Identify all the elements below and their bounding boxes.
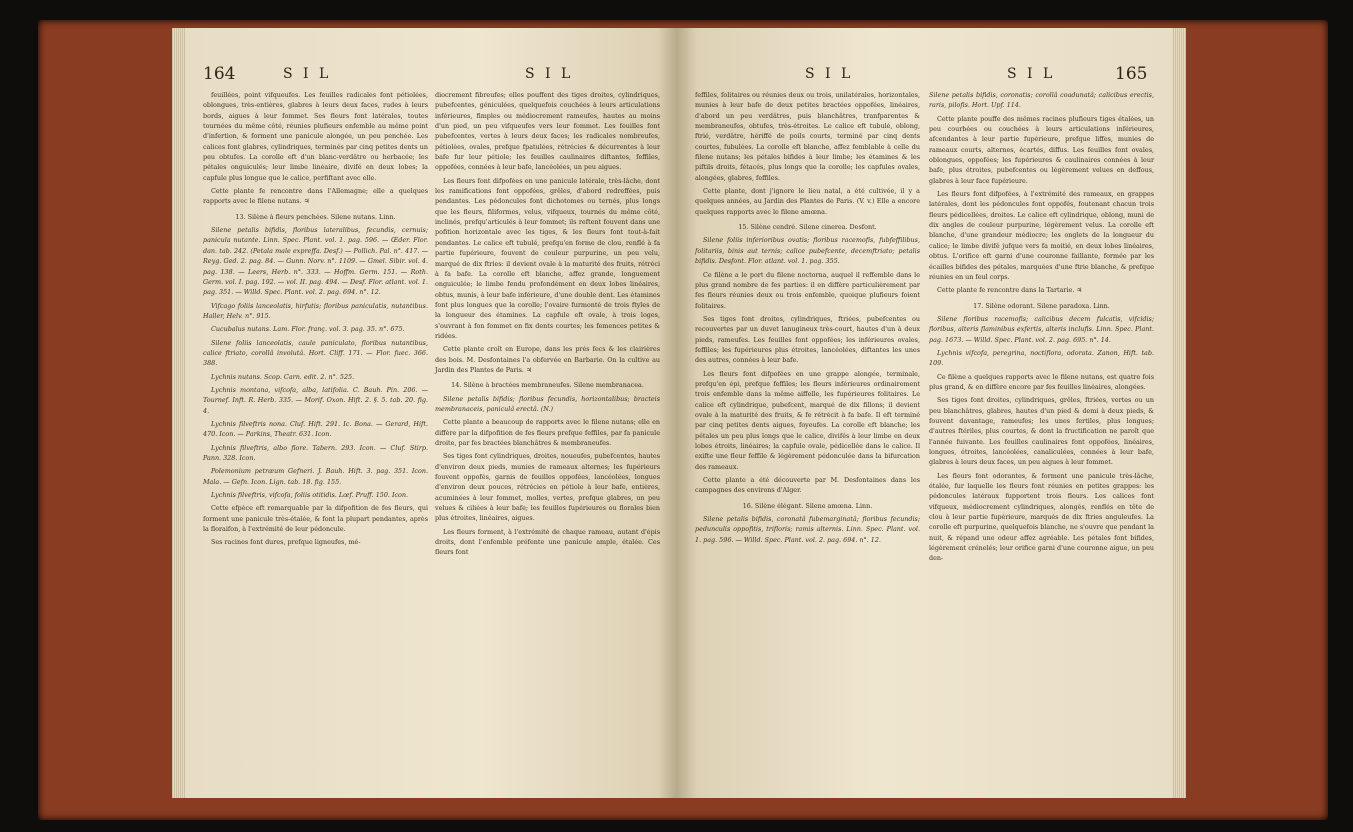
entry-heading: 17. Silène odorant. Silene paradoxa. Linn. [973, 301, 1110, 310]
paragraph: Cette efpèce eft remarquable par la difpofition de fes fleurs, qui forment une panicule très-étalée, & font la plupart pendantes, après la floraifon, à l'extrémité de leur pédoncule. [203, 504, 428, 534]
entry-heading: 15. Silène cendré. Silene cinerea. Desfont. [738, 223, 877, 232]
paragraph: Les fleurs forment, à l'extrémité de chaque rameau, autant d'épis droits, dont l'enfemble préfente une panicule ample, étalée. Ces fleurs font [435, 527, 660, 557]
entry-heading: 16. Silène élégant. Silene amœna. Linn. [742, 501, 873, 510]
entry-heading: 14. Silène à bractées membraneufes. Silene membranacea. [451, 381, 644, 390]
paragraph: diocrement fibreufes; elles pouffent des tiges droites, cylindriques, pubefcentes, géniculées, quelquefois couchées à leurs articulations inférieures, fimples ou médiocrement rameufes, hautes au moins d'un pied, un peu vifqueufes vers leur fommet. Les feuilles font pubefcentes, vertes à leurs deux faces; les radicales nombreufes, pétiolées, ovales, prefque fpatulées, rétrécies & décurrentes à leur bafe fur leur pétiole; les feuilles caulinaires diftantes, feffiles, oppofées, connées à leur bafe, lancéolées, un peu aigues. [435, 91, 660, 172]
citation: Silene petalis bifidis; floribus fecundis, horizontalibus; bracteis membranaceis, paniculâ erectâ. (N.) [435, 394, 660, 413]
paragraph: Cette plante a beaucoup de rapports avec le filene nutans; elle en diffère par la difpofition de fes fleurs prefque feffiles, par fa panicule droite, par fes bractées blanchâtres & membraneufes. [435, 418, 660, 447]
paragraph: Ses tiges font cylindriques, droites, noueufes, pubefcentes, hautes d'environ deux pieds, munies de rameaux alternes; les fupérieurs fouvent oppofés, garnis de feuilles oppofées, lancéolées, longues d'environ deux pouces, rétrécies en pétiole à leur bafe, entières, acuminées à leur fommet, molles, vertes, prefque glabres, un peu velues & ciliées à leur bafe; les feuilles fupérieures ou florales bien plus étroites, linéaires, aigues. [435, 452, 660, 523]
right-page [677, 28, 1172, 798]
paragraph: Les fleurs font difpofées, à l'extrémité des rameaux, en grappes latérales, dont les pédoncules font oppofés, foutenant chacun trois fleurs pédicellées, droites. Le calice eft cylindrique, oblong, muni de dix angles de couleur purpurine, légèrement velus. La corolle eft blanche, d'une grandeur médiocre; les onglets de la longueur du calice; le limbe divifé jufque vers fa moitié, en deux lobes linéaires, obtus. L'orifice eft garni d'une couronne faillante, formée par les écailles bifides des pétales, marquées d'une ftrie blanche, & prefque réunies en un feul corps. [929, 190, 1154, 281]
paragraph: Cette plante, dont j'ignore le lieu natal, a été cultivée, il y a quelques années, au Jardin des Plantes de Paris. (V. v.) Elle a encore quelques rapports avec le filene amœna. [695, 187, 920, 216]
page-number-left: 164 [203, 64, 236, 84]
paragraph: Les fleurs font difpofées en une grappe alongée, terminale, prefqu'en épi, prefque feffiles; les fleurs inférieures ordinairement trois enfemble dans la même aiffelle, les fupérieures folitaires. Le calice eft cylindrique, pubefcent, marqué de dix fillons; il devient ovale à la maturité des fruits, & fe rétrécit à fa bafe. Il eft terminé par cinq petites dents aigues, foyeufes. La corolle eft blanche; les pétales un peu plus longs que le calice, divifés à leur limbe en deux lobes étroits, linéaires; la capfule ovale, pédicellée dans le calice. Il exifte une fleur feffile & légèrement pédonculée dans la bifurcation des rameaux. [695, 369, 920, 471]
paragraph: Cette plante croît en Europe, dans les prés fecs & les clairières des bois. M. Desfontaines l'a obfervée en Barbarie. On la cultive au Jardin des Plantes de Paris. ♃ [435, 345, 660, 374]
citation: Silene foliis inferioribus ovatis; floribus racemofis, fubfeffilibus, folitariis, binis aut ternis; calice pubefcente, decemftriato; petalis bifidis. Desfont. Flor. atlant. vol. 1. pag. 355. [695, 236, 920, 266]
left-page [185, 28, 677, 798]
right-page-column-2 [929, 90, 1154, 567]
paragraph: Ses tiges font droites, cylindriques, grêles, ftriées, vertes ou un peu blanchâtres, glabres, hautes d'un pied & demi à deux pieds, & fouvent davantage, rameufes; les unes fertiles, plus longues; d'autres ftériles, plus courtes, & dont la fructification ne paroît que l'année fuivante. Les feuilles caulinaires font oppofées, linéaires, longues, étroites, lancéolées, canaliculées, connées à leur bafe, glabres à leurs deux faces, un peu aigues à leur fommet. [929, 396, 1154, 467]
paragraph: Cette plante a été découverte par M. Desfontaines dans les campagnes des environs d'Alger. [695, 476, 920, 495]
paragraph: Cette plante fe rencontre dans l'Allemagne; elle a quelques rapports avec le filene nutans. ♃ [203, 187, 428, 206]
right-page-edges [1172, 28, 1186, 798]
paragraph: Ce filène a quelques rapports avec le filene nutans, est quatre fois plus grand, & en diffère encore par fes feuilles linéaires, alongées. [929, 372, 1154, 391]
paragraph: Ses tiges font droites, cylindriques, ftriées, pubefcentes ou recouvertes par un duvet lanugineux très-court, hautes d'un à deux pieds, rameufes. Les feuilles font oppofées; les inférieures ovales, feffiles; les fupérieures plus étroites, lancéolées, diftantes les unes des autres, connées à leur bafe. [695, 314, 920, 365]
citation: Silene petalis bifidis, coronatâ fubemarginatâ; floribus fecundis; pedunculis oppofitis, trifloris; ramis alternis. Linn. Spec. Plant. vol. 1. pag. 596. — Willd. Spec. Plant. vol. 2. pag. 694. n°. 12. [695, 515, 920, 544]
citation: Silene foliis lanceolatis, caule paniculato, floribus nutantibus, calice ftriato, corollâ involutâ. Hort. Cliff. 171. — Flor. fuec. 366. 388. [203, 338, 428, 368]
citation: Lychnis filveftris, vifcofa, foliis otitidis. Lœf. Pruff. 150. Icon. [211, 491, 409, 500]
paragraph: Cette plante fe rencontre dans la Tartarie. ♃ [937, 286, 1083, 295]
citation: Lychnis montana, vifcofa, alba, latifolia. C. Bauh. Pin. 206. — Tournef. Inft. R. Herb. 335. — Morif. Oxon. Hift. 2. §. 5. tab. 20. fig. 4. [203, 385, 428, 415]
page-number-right: 165 [1115, 64, 1148, 84]
left-page-column-2 [435, 90, 660, 561]
left-page-edges [172, 28, 185, 798]
paragraph: Les fleurs font odorantes, & forment une panicule très-lâche, étalée, fur laquelle les fleurs font réunies en petites grappes: les pédoncules latéraux fupportent trois fleurs. Les calices font vifqueux, médiocrement cylindriques, alongés, renflés en tête de clou à leur partie fupérieure, marqués de dix ftries anguleufes. La corolle eft purpurine, quelquefois blanche, ne s'ouvre que pendant la nuit, & répand une odeur affez agréable. Les pétales font bifides, légèrement crénelés; leur orifice garni d'une couronne aigue, un peu den- [929, 471, 1154, 563]
paragraph: Cette plante pouffe des mêmes racines plufieurs tiges étalées, un peu courbées ou couchées à leurs articulations inférieures, afcendantes à leur partie fupérieure, prefque liffes, munies de rameaux courts, alternes, écartés, diffus. Les feuilles font ovales, oblongues, oppofées; les fupérieures & caulinaires connées à leur bafe, plus étroites, pubefcentes ou légèrement velues en deffous, glabres à leur face fupérieure. [929, 114, 1154, 185]
paragraph: Ce filène a le port du filene noctorna, auquel il reffemble dans le plus grand nombre de fes parties: il en diffère particulièrement par fes fleurs réunies deux ou trois enfemble, quoique plufieurs foient folitaires. [695, 270, 920, 310]
running-head-left-2: S I L [525, 66, 574, 82]
paragraph: Les fleurs font difpofées en une panicule latérale, très-lâche, dont les ramifications font oppofées, grêles, d'abord redreffées, puis pendantes. Les pédoncules font dichotomes ou ternés, plus longs que les fleurs, filiformes, velus, vifqueux, tournés du même côté, inclinés, prefqu'articulés à leur fommet; ils reftent fouvent dans une pofition horizontale avec les tiges, & les fleurs font tout-à-fait pendantes. Le calice eft tubulé, prefqu'en forme de clou, renflé à fa partie fupérieure, fouvent de couleur purpurine, un peu velu, marqué de dix ftries: il devient ovale à la maturité des fruits, rétréci à fa bafe. La corolle eft blanche, affez grande, longuement onguiculée; le limbe fendu profondément en deux lobes linéaires, obtus, munis, à leur bafe inférieure, d'une double dent. Les étamines font plus longues que la corolle; l'ovaire furmonté de trois ftyles de la longueur des étamines. La capfule eft ovale, à trois loges, s'ouvrant à fon fommet en fix dents courtes; les femences petites & ridées. [435, 176, 660, 340]
left-page-column-1 [203, 90, 428, 551]
running-head-left-1: S I L [283, 66, 332, 82]
right-page-column-1 [695, 90, 920, 548]
running-head-right-2: S I L [1007, 66, 1056, 82]
citation: Silene floribus racemofis; calicibus decem fulcatis, vifcidis; floribus, alteris flaminibus exfertis, alteris inclufis. Linn. Spec. Plant. pag. 1673. — Willd. Spec. Plant. vol. 2. pag. 695. n°. 14. [929, 314, 1154, 344]
citation: Lychnis vifcofa, peregrina, noctiflora, odorata. Zanon, Hift. tab. 109. [929, 348, 1154, 368]
citation: Polemonium petræum Gefneri. J. Bauh. Hift. 3. pag. 351. Icon. Mala. — Gefn. Icon. Lign. tab. 18. fig. 155. [203, 467, 428, 486]
running-head-right-1: S I L [805, 66, 854, 82]
paragraph: Ses racines font dures, prefque ligneufes, mé- [211, 538, 361, 547]
citation: Lychnis nutans. Scop. Carn. edit. 2. n°. 525. [211, 372, 355, 381]
paragraph: feuillées, point vifqueufes. Les feuilles radicales font pétiolées, oblongues, très-entières, glabres à leurs deux faces, rudes à leurs bords, aigues à leur fommet. Ses fleurs font latérales, toutes tournées du même côté, réunies plufieurs enfemble au même point d'infertion, & forment une panicule alongée, un peu penchée. Les calices font glabres, cylindriques, terminés par cinq petites dents un peu obtufes. La corolle eft d'un blanc-verdâtre ou herbacée; les pétales onguiculés; leur limbe linéaire, divifé en deux lobes; la capfule plus longue que le calice, perfiftant avec elle. [203, 91, 428, 182]
citation: Lychnis filveftris, albo flore. Tabern. 293. Icon. — Cluf. Stirp. Pann. 328. Icon. [203, 443, 428, 462]
entry-heading: 13. Silène à fleurs penchées. Silene nutans. Linn. [235, 212, 396, 221]
citation: Silene petalis bifidis, coronatis; corollâ coadunatâ; calicibus erectis, raris, pilofis. Hort. Upf. 114. [929, 91, 1154, 110]
citation: Vifcago foliis lanceolatis, hirfutis; floribus paniculatis, nutantibus. Haller, Helv. n°. 915. [203, 301, 428, 320]
citation: Lychnis filveftris nona. Cluf. Hift. 291. Ic. Bona. — Gerard, Hift. 470. Icon. — Parkins, Theatr. 631. Icon. [203, 419, 428, 439]
citation: Silene petalis bifidis, floribus lateralibus, fecundis, cernuis; panicula nutante. Linn. Spec. Plant. vol. 1. pag. 596. — Œder. Flor. dan. tab. 242. (Petala male expreffa. Desf.) — Pollich. Pal. n°. 417. — Reyg. Ged. 2. pag. 84. — Gunn. Norv. n°. 1109. — Gmel. Sibir. vol. 4. pag. 138. — Leers, Herb. n°. 333. — Hoffm. Germ. 151. — Roth. Germ. vol. I. pag. 192. — vol. II. pag. 494. — Desf. Flor. atlant. vol. 1. pag. 351. — Willd. Spec. Plant. vol. 2. pag. 694. n°. 12. [203, 226, 428, 297]
paragraph: feffiles, folitaires ou réunies deux ou trois, unilatérales, horizontales, munies à leur bafe de deux petites bractées oppofées, linéaires, d'abord un peu verdâtres, puis blanchâtres, tranfparentes & membraneufes, obtufes, très-étroites. Le calice eft tubulé, oblong, ftrié, verdâtre, hériffé de poils courts, terminé par cinq dents courtes, fubulées. La corolle eft blanche, affez femblable à celle du filene nutans; les pétales bifides à leur limbe; les étamines & les piftils droits, fétacés, plus longs que la corolle; les capfules ovales, alongées, glabres, feffiles. [695, 91, 920, 182]
citation: Cucubalus nutans. Lam. Flor. franç. vol. 3. pag. 35. n°. 675. [211, 325, 405, 334]
